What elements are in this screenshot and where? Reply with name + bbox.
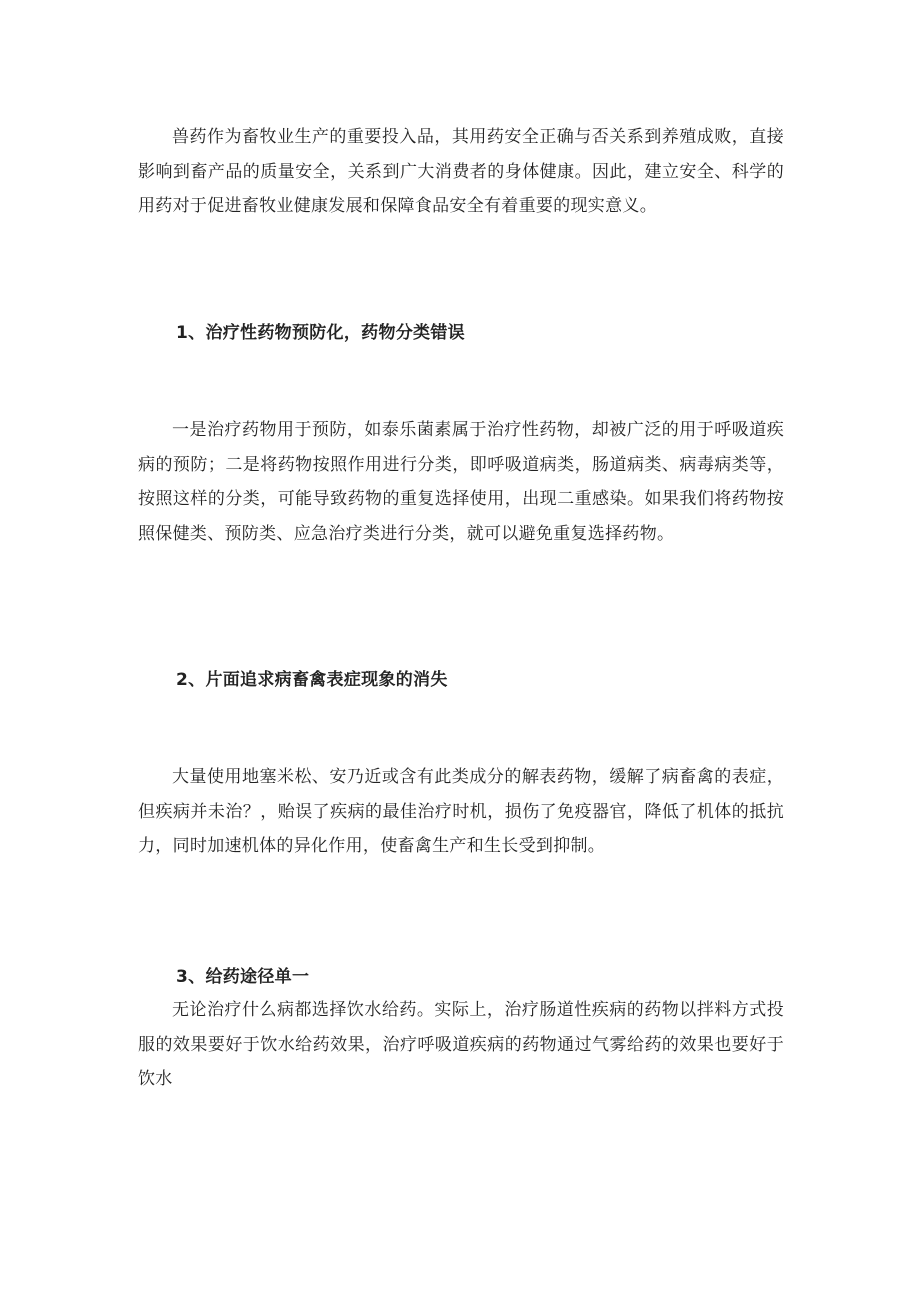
- section-1-title: 、治疗性药物预防化，药物分类错误: [188, 323, 465, 343]
- section-2-title: 、片面追求病畜禽表症现象的消失: [188, 670, 448, 690]
- section-2-number: 2: [176, 670, 189, 690]
- section-2-body: 大量使用地塞米松、安乃近或含有此类成分的解表药物，缓解了病畜禽的表症，但疾病并未治？，贻误了疾病的最佳治疗时机，损伤了免疫器官，降低了机体的抵抗力，同时加速机体的异化作用，使畜禽生产和生长受到抑制。: [138, 767, 784, 857]
- section-3-title: 、给药途径单一: [188, 967, 310, 987]
- intro-paragraph: 兽药作为畜牧业生产的重要投入品，其用药安全正确与否关系到养殖成败，直接影响到畜产品的质量安全，关系到广大消费者的身体健康。因此，建立安全、科学的用药对于促进畜牧业健康发展和保障食品安全有着重要的现实意义。: [138, 127, 784, 217]
- section-1-body: 一是治疗药物用于预防，如泰乐菌素属于治疗性药物，却被广泛的用于呼吸道疾病的预防；二是将药物按照作用进行分类，即呼吸道病类，肠道病类、病毒病类等，按照这样的分类，可能导致药物的重复选择使用，出现二重感染。如果我们将药物按照保健类、预防类、应急治疗类进行分类，就可以避免重复选择药物。: [138, 420, 784, 545]
- section-2-heading: [176, 668, 448, 692]
- section-1-number: 1: [176, 323, 189, 343]
- section-3-heading: [176, 965, 309, 989]
- section-3-body: 无论治疗什么病都选择饮水给药。实际上，治疗肠道性疾病的药物以拌料方式投服的效果要好于饮水给药效果，治疗呼吸道疾病的药物通过气雾给药的效果也要好于饮水: [138, 1000, 784, 1090]
- section-1-heading: [176, 321, 465, 345]
- section-3-number: 3: [176, 967, 189, 987]
